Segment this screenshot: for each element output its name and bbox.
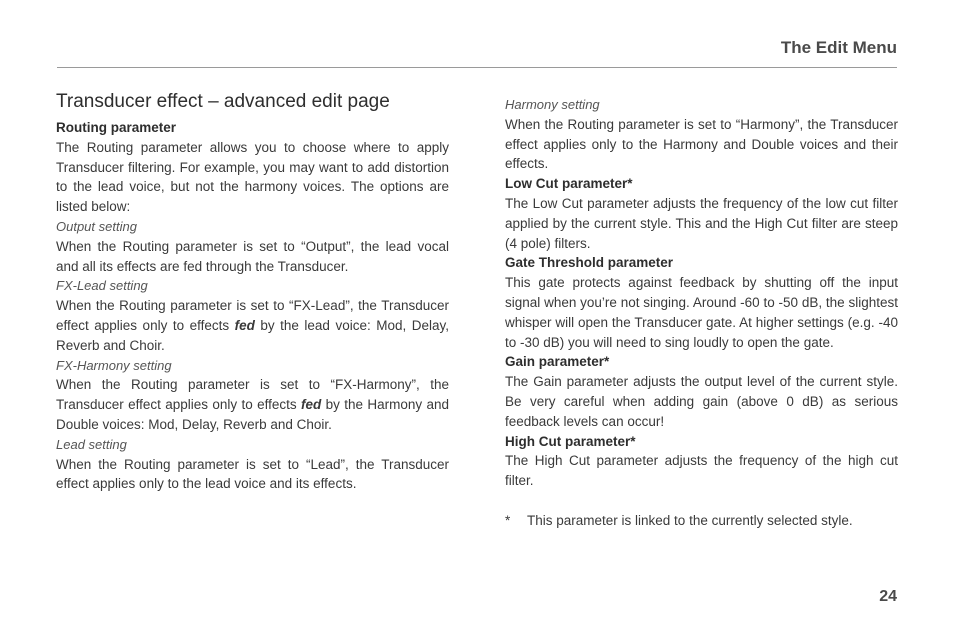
left-column <box>56 90 449 494</box>
gate-heading: Gate Threshold parameter <box>505 255 674 271</box>
page-number: 24 <box>879 588 897 605</box>
footnote-mark: * <box>505 512 511 528</box>
lowcut-text: The Low Cut parameter adjusts the frequency of the low cut filter applied by the current style. This and the High Cut filter are steep (4 pole) filters. <box>505 195 898 251</box>
lead-setting-label: Lead setting <box>56 436 127 452</box>
fxharmony-setting-label: FX-Harmony setting <box>56 357 172 373</box>
fxlead-fed-word: fed <box>234 317 255 333</box>
section-title: The Edit Menu <box>780 38 897 57</box>
fxharmony-setting-text <box>56 375 449 434</box>
fxlead-setting-label: FX-Lead setting <box>56 278 148 294</box>
fxharmony-fed-word: fed <box>301 397 322 413</box>
fxharmony-text-end: by the Harmony and Double voices: Mod, Delay, Reverb and Choir. <box>56 397 449 432</box>
gain-heading: Gain parameter* <box>505 354 610 370</box>
output-setting-label: Output setting <box>56 218 137 234</box>
footnote <box>505 511 898 531</box>
routing-heading: Routing parameter <box>56 120 177 135</box>
output-setting-text: When the Routing parameter is set to “Output”, the lead vocal and all its effects are fed through the Transducer. <box>56 238 449 274</box>
footnote-text: This parameter is linked to the currently selected style. <box>527 512 853 528</box>
fxlead-text-start: When the Routing parameter is set to “FX-Lead”, the Transducer effect applies only to effects <box>56 298 449 333</box>
lead-setting-text: When the Routing parameter is set to “Lead”, the Transducer effect applies only to the lead voice and its effects. <box>56 456 449 492</box>
highcut-heading: High Cut parameter* <box>505 433 636 449</box>
right-column <box>505 95 898 531</box>
header-divider <box>57 67 897 68</box>
page-title: Transducer effect – advanced edit page <box>56 91 390 112</box>
gain-text: The Gain parameter adjusts the output level of the current style. Be very careful when adding gain (above 0 dB) as serious feedback levels can occur! <box>505 374 898 429</box>
fxharmony-text-start: When the Routing parameter is set to “FX-Harmony”, the Transducer effect applies only to effects <box>56 377 449 413</box>
harmony-setting-text: When the Routing parameter is set to “Harmony”, the Transducer effect applies only to the Harmony and Double voices and their effects. <box>505 116 898 172</box>
highcut-text: The High Cut parameter adjusts the frequency of the high cut filter. <box>505 453 898 489</box>
fxlead-setting-text <box>56 296 449 355</box>
routing-text: The Routing parameter allows you to choose where to apply Transducer filtering. For example, you may want to add distortion to the lead voice, but not the harmony voices. The options are listed below: <box>56 139 449 215</box>
harmony-setting-label: Harmony setting <box>505 97 600 112</box>
gate-text: This gate protects against feedback by shutting off the input signal when you’re not singing. Around -60 to -50 dB, the slightest whisper will open the Transducer gate. At higher settings (e.g. -40 to -30 dB) you will need to sing loudly to open the gate. <box>505 275 898 350</box>
fxlead-text-end: by the lead voice: Mod, Delay, Reverb and Choir. <box>56 317 449 353</box>
lowcut-heading: Low Cut parameter* <box>505 176 633 192</box>
